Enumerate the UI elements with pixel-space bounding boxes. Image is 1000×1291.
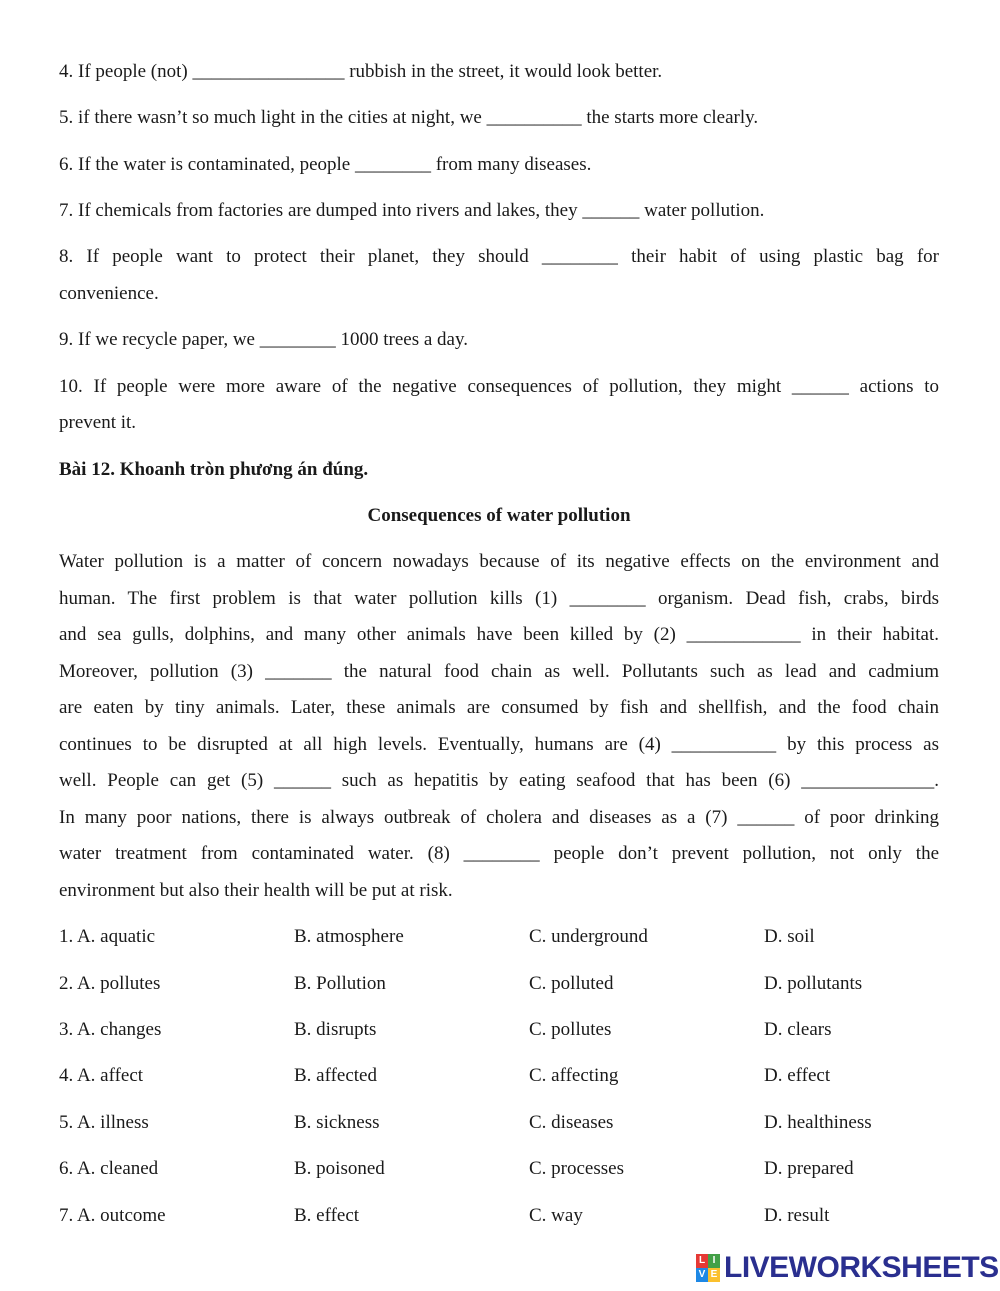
option-b[interactable]: B. disrupts — [294, 1019, 377, 1040]
option-a[interactable]: 6. A. cleaned — [59, 1158, 159, 1179]
option-d[interactable]: D. healthiness — [764, 1112, 872, 1133]
option-c[interactable]: C. polluted — [529, 973, 614, 994]
option-b[interactable]: B. affected — [294, 1065, 377, 1086]
passage-title: Consequences of water pollution — [367, 505, 631, 526]
exercise-item-5: 5. if there wasn’t so much light in the cities at night, we __________ the starts more clearly. — [59, 107, 759, 128]
option-d[interactable]: D. clears — [764, 1019, 832, 1040]
passage-line: Water pollution is a matter of concern nowadays because of its negative effects on the environment and — [59, 551, 939, 572]
liveworksheets-logo-text: LIVEWORKSHEETS — [724, 1251, 999, 1284]
option-b[interactable]: B. atmosphere — [294, 926, 404, 947]
option-a[interactable]: 5. A. illness — [59, 1112, 149, 1133]
exercise-item-8: 8. If people want to protect their planet, they should ________ their habit of using plastic bag for — [59, 246, 939, 267]
passage-line: environment but also their health will be put at risk. — [59, 880, 453, 901]
exercise-item-6: 6. If the water is contaminated, people ________ from many diseases. — [59, 154, 592, 175]
logo-letter: V — [696, 1268, 708, 1282]
exercise-item-8-cont: convenience. — [59, 283, 159, 304]
option-b[interactable]: B. sickness — [294, 1112, 380, 1133]
passage-line: water treatment from contaminated water. (8) ________ people don’t prevent pollution, not only the — [59, 843, 939, 864]
option-a[interactable]: 1. A. aquatic — [59, 926, 156, 947]
passage-line: continues to be disrupted at all high levels. Eventually, humans are (4) ___________ by this process as — [59, 734, 939, 755]
option-a[interactable]: 3. A. changes — [59, 1019, 162, 1040]
option-d[interactable]: D. result — [764, 1205, 830, 1226]
option-c[interactable]: C. processes — [529, 1158, 624, 1179]
option-a[interactable]: 2. A. pollutes — [59, 973, 161, 994]
logo-letter: L — [696, 1254, 708, 1268]
option-a[interactable]: 4. A. affect — [59, 1065, 144, 1086]
option-d[interactable]: D. prepared — [764, 1158, 854, 1179]
exercise-item-10-cont: prevent it. — [59, 412, 137, 433]
option-a[interactable]: 7. A. outcome — [59, 1205, 166, 1226]
option-c[interactable]: C. pollutes — [529, 1019, 612, 1040]
exercise-item-10: 10. If people were more aware of the negative consequences of pollution, they might ______ actions to — [59, 376, 939, 397]
liveworksheets-logo-icon — [696, 1254, 720, 1282]
option-d[interactable]: D. effect — [764, 1065, 831, 1086]
option-c[interactable]: C. underground — [529, 926, 648, 947]
option-c[interactable]: C. affecting — [529, 1065, 619, 1086]
option-c[interactable]: C. way — [529, 1205, 583, 1226]
exercise-item-9: 9. If we recycle paper, we ________ 1000 trees a day. — [59, 329, 468, 350]
passage-line: and sea gulls, dolphins, and many other animals have been killed by (2) ____________ in their habitat. — [59, 624, 939, 645]
passage-line: are eaten by tiny animals. Later, these animals are consumed by fish and shellfish, and the food chain — [59, 697, 939, 718]
passage-line: well. People can get (5) ______ such as hepatitis by eating seafood that has been (6) ______________. — [59, 770, 939, 791]
logo-letter: I — [708, 1254, 720, 1268]
exercise-heading: Bài 12. Khoanh tròn phương án đúng. — [59, 459, 369, 480]
option-b[interactable]: B. effect — [294, 1205, 360, 1226]
passage-line: human. The first problem is that water pollution kills (1) ________ organism. Dead fish, crabs, birds — [59, 588, 939, 609]
option-d[interactable]: D. soil — [764, 926, 815, 947]
option-c[interactable]: C. diseases — [529, 1112, 614, 1133]
option-b[interactable]: B. Pollution — [294, 973, 386, 994]
logo-letter: E — [708, 1268, 720, 1282]
exercise-item-7: 7. If chemicals from factories are dumped into rivers and lakes, they ______ water pollution. — [59, 200, 765, 221]
passage-line: Moreover, pollution (3) _______ the natural food chain as well. Pollutants such as lead and cadmium — [59, 661, 939, 682]
option-d[interactable]: D. pollutants — [764, 973, 863, 994]
option-b[interactable]: B. poisoned — [294, 1158, 385, 1179]
liveworksheets-logo[interactable] — [696, 1252, 999, 1284]
passage-line: In many poor nations, there is always outbreak of cholera and diseases as a (7) ______ of poor drinking — [59, 807, 939, 828]
exercise-item-4: 4. If people (not) ________________ rubbish in the street, it would look better. — [59, 61, 663, 82]
